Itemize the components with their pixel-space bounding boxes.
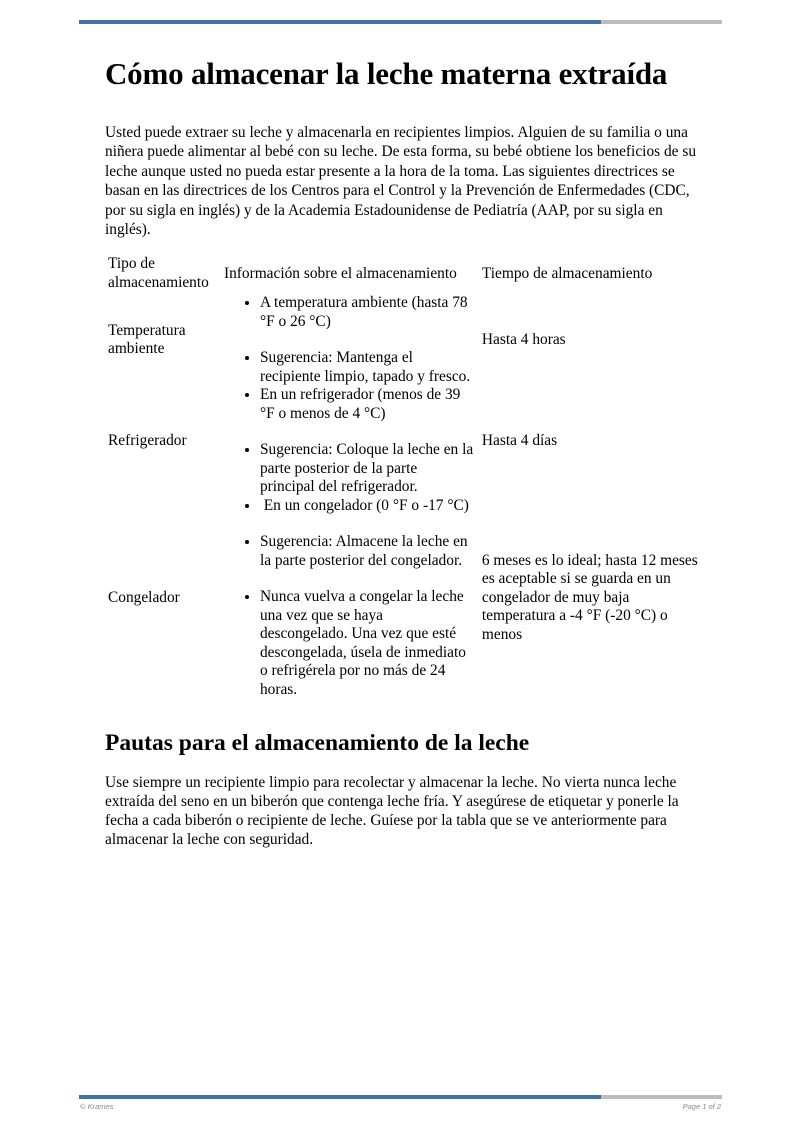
table-row [104, 294, 705, 386]
storage-table [104, 253, 705, 699]
page-title: Cómo almacenar la leche materna extraída [105, 56, 668, 91]
footer-divider-bar [79, 1095, 722, 1099]
list-item: • Sugerencia: Coloque la leche en la parte posterior de la parte principal del refrigerador. [260, 441, 474, 497]
footer-copyright: © Krames [80, 1102, 114, 1111]
table-row [104, 386, 705, 497]
table-header-row [104, 253, 705, 294]
section-heading: Pautas para el almacenamiento de la leche [105, 730, 530, 757]
list-item: • En un congelador (0 °F o -17 °C) [260, 497, 474, 516]
document-body [105, 56, 705, 849]
header-storage-time: Tiempo de almacenamiento [481, 264, 653, 282]
section-paragraph: Use siempre un recipiente limpio para recolectar y almacenar la leche. No vierta nunca leche extraída del seno en un biberón que contenga leche fría. Y asegúrese de etiquetar y ponerle la fecha a cada biberón o recipiente de leche. Guíese por la tabla que se ve anteriormente para almacenar la leche con seguridad. [105, 774, 679, 849]
storage-time-cell: Hasta 4 días [481, 432, 558, 450]
info-list [224, 386, 474, 497]
list-item: • Nunca vuelva a congelar la leche una vez que se haya descongelado. Una vez que esté descongelada, úsela de inmediato o refrigérela por no más de 24 horas. [260, 588, 474, 699]
storage-type-cell: Temperatura ambiente [108, 321, 186, 358]
storage-info-cell [220, 386, 478, 497]
info-list [224, 294, 474, 386]
footer-bar-primary [79, 1095, 601, 1099]
storage-time-cell: 6 meses es lo ideal; hasta 12 meses es aceptable si se guarda en un congelador de muy baja temperatura a -4 °F (-20 °C) o menos [481, 551, 698, 643]
footer-page-number: Page 1 of 2 [682, 1102, 721, 1111]
info-list [224, 497, 474, 700]
table-row [104, 497, 705, 700]
list-item: • A temperatura ambiente (hasta 78 °F o 26 °C) [260, 294, 474, 331]
storage-type-cell: Refrigerador [108, 432, 187, 450]
storage-info-cell [220, 294, 478, 386]
header-divider-bar [79, 20, 722, 24]
list-item: • Sugerencia: Almacene la leche en la parte posterior del congelador. [260, 533, 474, 570]
storage-type-cell: Congelador [108, 588, 180, 606]
list-item: • Sugerencia: Mantenga el recipiente limpio, tapado y fresco. [260, 349, 474, 386]
header-bar-secondary [601, 20, 722, 24]
header-storage-type: Tipo de almacenamiento [108, 255, 209, 291]
storage-time-cell: Hasta 4 horas [481, 331, 566, 349]
header-storage-info: Información sobre el almacenamiento [223, 264, 457, 282]
intro-paragraph: Usted puede extraer su leche y almacenarla en recipientes limpios. Alguien de su familia o una niñera puede alimentar al bebé con su leche. De esta forma, su bebé obtiene los beneficios de su leche aunque usted no pueda estar presente a la hora de la toma. Las siguientes directrices se basan en las directrices de los Centros para el Control y la Prevención de Enfermedades (CDC, por su sigla en inglés) y de la Academia Estadounidense de Pediatría (AAP, por su sigla en inglés). [105, 124, 697, 239]
footer-bar-secondary [601, 1095, 722, 1099]
list-item: • En un refrigerador (menos de 39 °F o menos de 4 °C) [260, 386, 474, 423]
storage-info-cell [220, 497, 478, 700]
header-bar-primary [79, 20, 601, 24]
